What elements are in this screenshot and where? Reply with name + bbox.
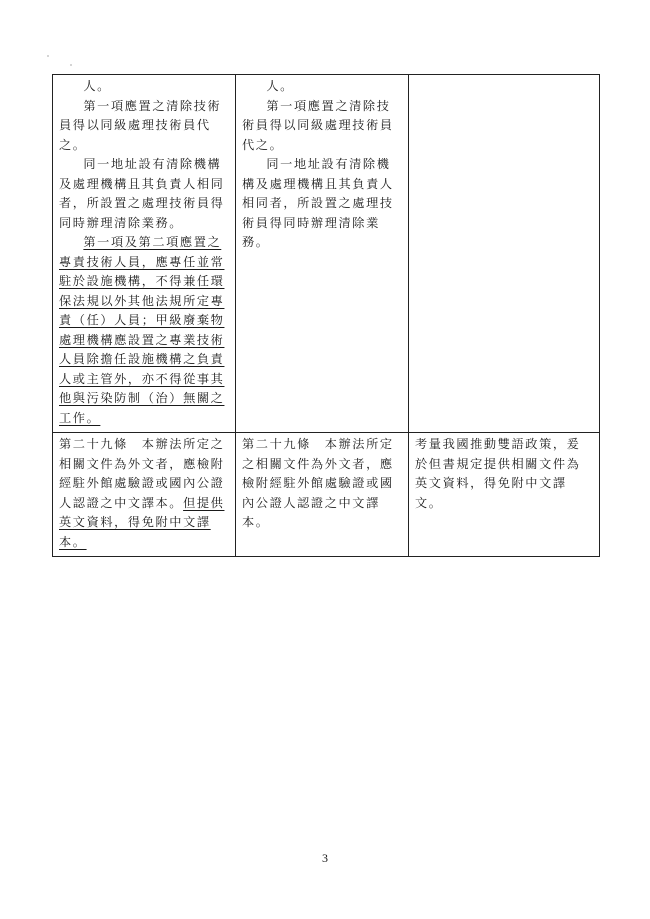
paragraph: 同一地址設有清除機構及處理機構且其負責人相同者，所設置之處理技術員得同時辦理清除業務。 [242,157,394,249]
page-number: 3 [322,851,328,865]
table-row [53,75,600,433]
article-text: 第二十九條 本辦法所定之相關文件為外文者，應檢附經駐外館處驗證或國內公證人認證之中文譯本。 [59,437,225,510]
amended-paragraph: 第一項及第二項應置之專責技術人員，應專任並常駐於設施機構，不得兼任環保法規以外其他法規所定專責（任）人員；甲級廢棄物處理機構應設置之專業技術人員除擔任設施機構之負責人或主管外，亦不得從事其他與污染防制（治）無關之工作。 [59,235,225,425]
paragraph: 第一項應置之清除技術員得以同級處理技術員代之。 [59,98,222,152]
scan-speck [47,55,49,57]
current-provision-cell [236,75,409,433]
paragraph: 第一項應置之清除技術員得以同級處理技術員代之。 [242,98,394,152]
paragraph: 人。 [83,79,111,93]
paragraph [59,435,229,552]
scan-speck [70,64,72,66]
comparison-table [52,74,600,557]
paragraph: 考量我國推動雙語政策，爰於但書規定提供相關文件為英文資料，得免附中文譯文。 [415,437,581,510]
explanation-cell [409,433,600,557]
explanation-cell [409,75,600,433]
current-provision-cell [236,433,409,557]
paragraph: 同一地址設有清除機構及處理機構且其負責人相同者，所設置之處理技術員得同時辦理清除業務。 [59,157,225,230]
amended-text: 但提供英文資料，得免附中文譯本。 [59,495,225,549]
amended-provision-cell [53,433,236,557]
paragraph: 人。 [266,79,294,93]
paragraph: 第二十九條 本辦法所定之相關文件為外文者，應檢附經駐外館處驗證或國內公證人認證之中文譯本。 [242,437,394,529]
amended-provision-cell [53,75,236,433]
table-row [53,433,600,557]
